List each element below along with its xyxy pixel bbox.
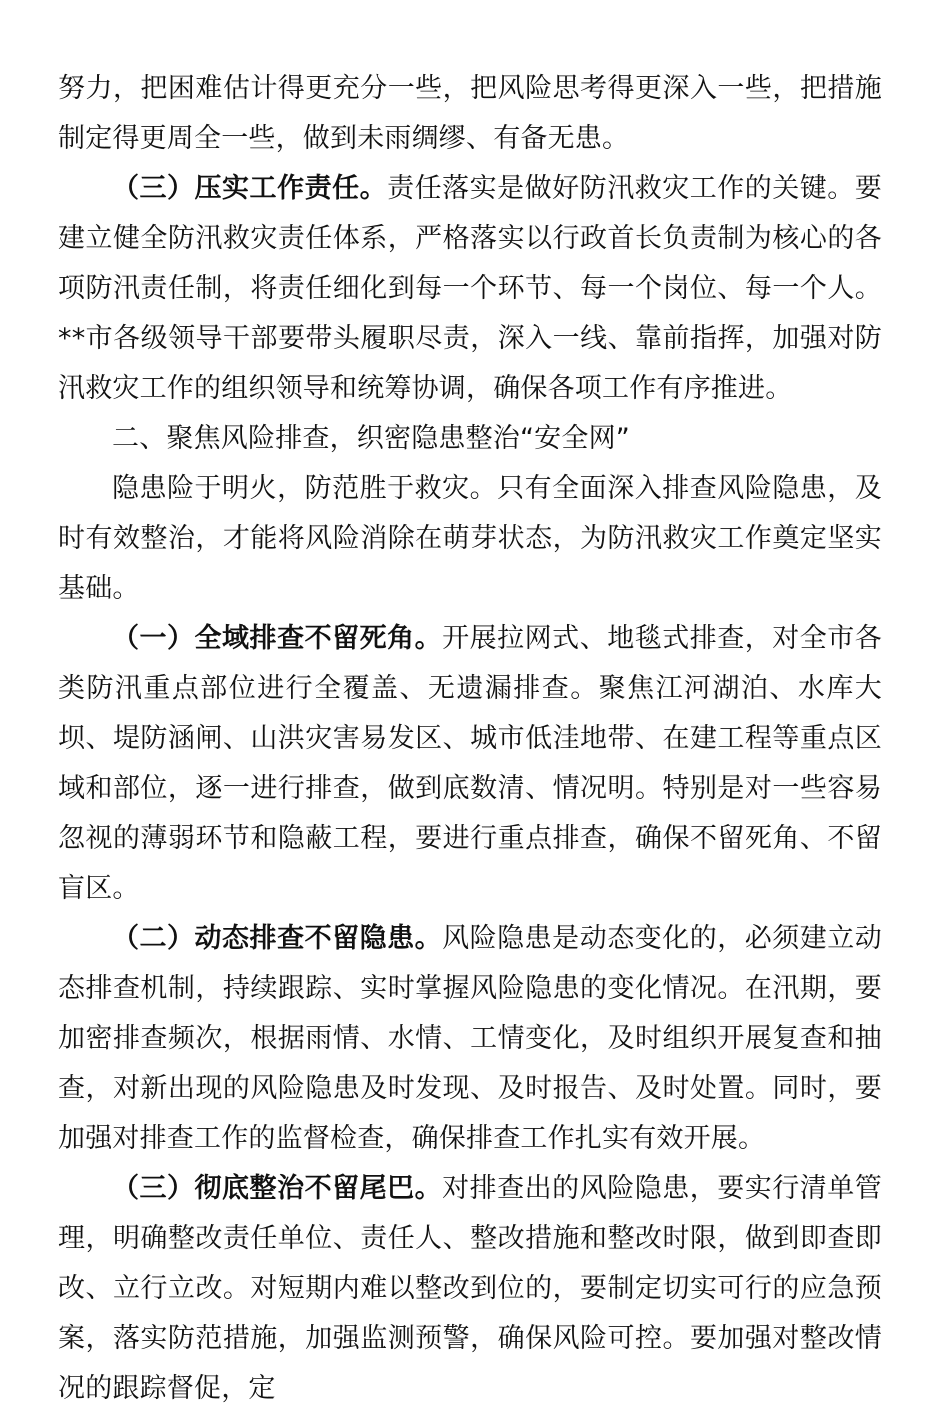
paragraph-6 bbox=[58, 914, 882, 1164]
paragraph-text: 开展拉网式、地毯式排查，对全市各类防汛重点部位进行全覆盖、无遗漏排查。聚焦江河湖泊、水库大坝、堤防涵闸、山洪灾害易发区、城市低洼地带、在建工程等重点区域和部位，逐一进行排查，做到底数清、情况明。特别是对一些容易忽视的薄弱环节和隐蔽工程，要进行重点排查，确保不留死角、不留盲区。 bbox=[58, 623, 883, 904]
document-body bbox=[58, 64, 882, 1414]
paragraph-text: 风险隐患是动态变化的，必须建立动态排查机制，持续跟踪、实时掌握风险隐患的变化情况。在汛期，要加密排查频次，根据雨情、水情、工情变化，及时组织开展复查和抽查，对新出现的风险隐患及时发现、及时报告、及时处置。同时，要加强对排查工作的监督检查，确保排查工作扎实有效开展。 bbox=[58, 923, 883, 1154]
paragraph-lead: （二）动态排查不留隐患。 bbox=[112, 923, 443, 954]
paragraph-text: 隐患险于明火，防范胜于救灾。只有全面深入排查风险隐患，及时有效整治，才能将风险消除在萌芽状态，为防汛救灾工作奠定坚实基础。 bbox=[58, 473, 882, 604]
paragraph-lead: （三）彻底整治不留尾巴。 bbox=[112, 1173, 443, 1204]
paragraph-4 bbox=[58, 464, 882, 614]
paragraph-text: 对排查出的风险隐患，要实行清单管理，明确整改责任单位、责任人、整改措施和整改时限，做到即查即改、立行立改。对短期内难以整改到位的，要制定切实可行的应急预案，落实防范措施，加强监测预警，确保风险可控。要加强对整改情况的跟踪督促，定 bbox=[58, 1173, 883, 1404]
paragraph-1 bbox=[58, 64, 882, 164]
paragraph-5 bbox=[58, 614, 882, 914]
paragraph-text: 责任落实是做好防汛救灾工作的关键。要建立健全防汛救灾责任体系，严格落实以行政首长负责制为核心的各项防汛责任制，将责任细化到每一个环节、每一个岗位、每一个人。**市各级领导干部要带头履职尽责，深入一线、靠前指挥，加强对防汛救灾工作的组织领导和统筹协调，确保各项工作有序推进。 bbox=[58, 173, 882, 404]
paragraph-text: 努力，把困难估计得更充分一些，把风险思考得更深入一些，把措施制定得更周全一些，做到未雨绸缪、有备无患。 bbox=[58, 73, 882, 154]
paragraph-lead: （一）全域排查不留死角。 bbox=[112, 623, 443, 654]
paragraph-lead: （三）压实工作责任。 bbox=[112, 173, 388, 204]
paragraph-7 bbox=[58, 1164, 882, 1414]
section-heading-text: 二、聚焦风险排查，织密隐患整治“安全网” bbox=[112, 423, 630, 454]
paragraph-2 bbox=[58, 164, 882, 414]
section-heading bbox=[58, 414, 882, 464]
